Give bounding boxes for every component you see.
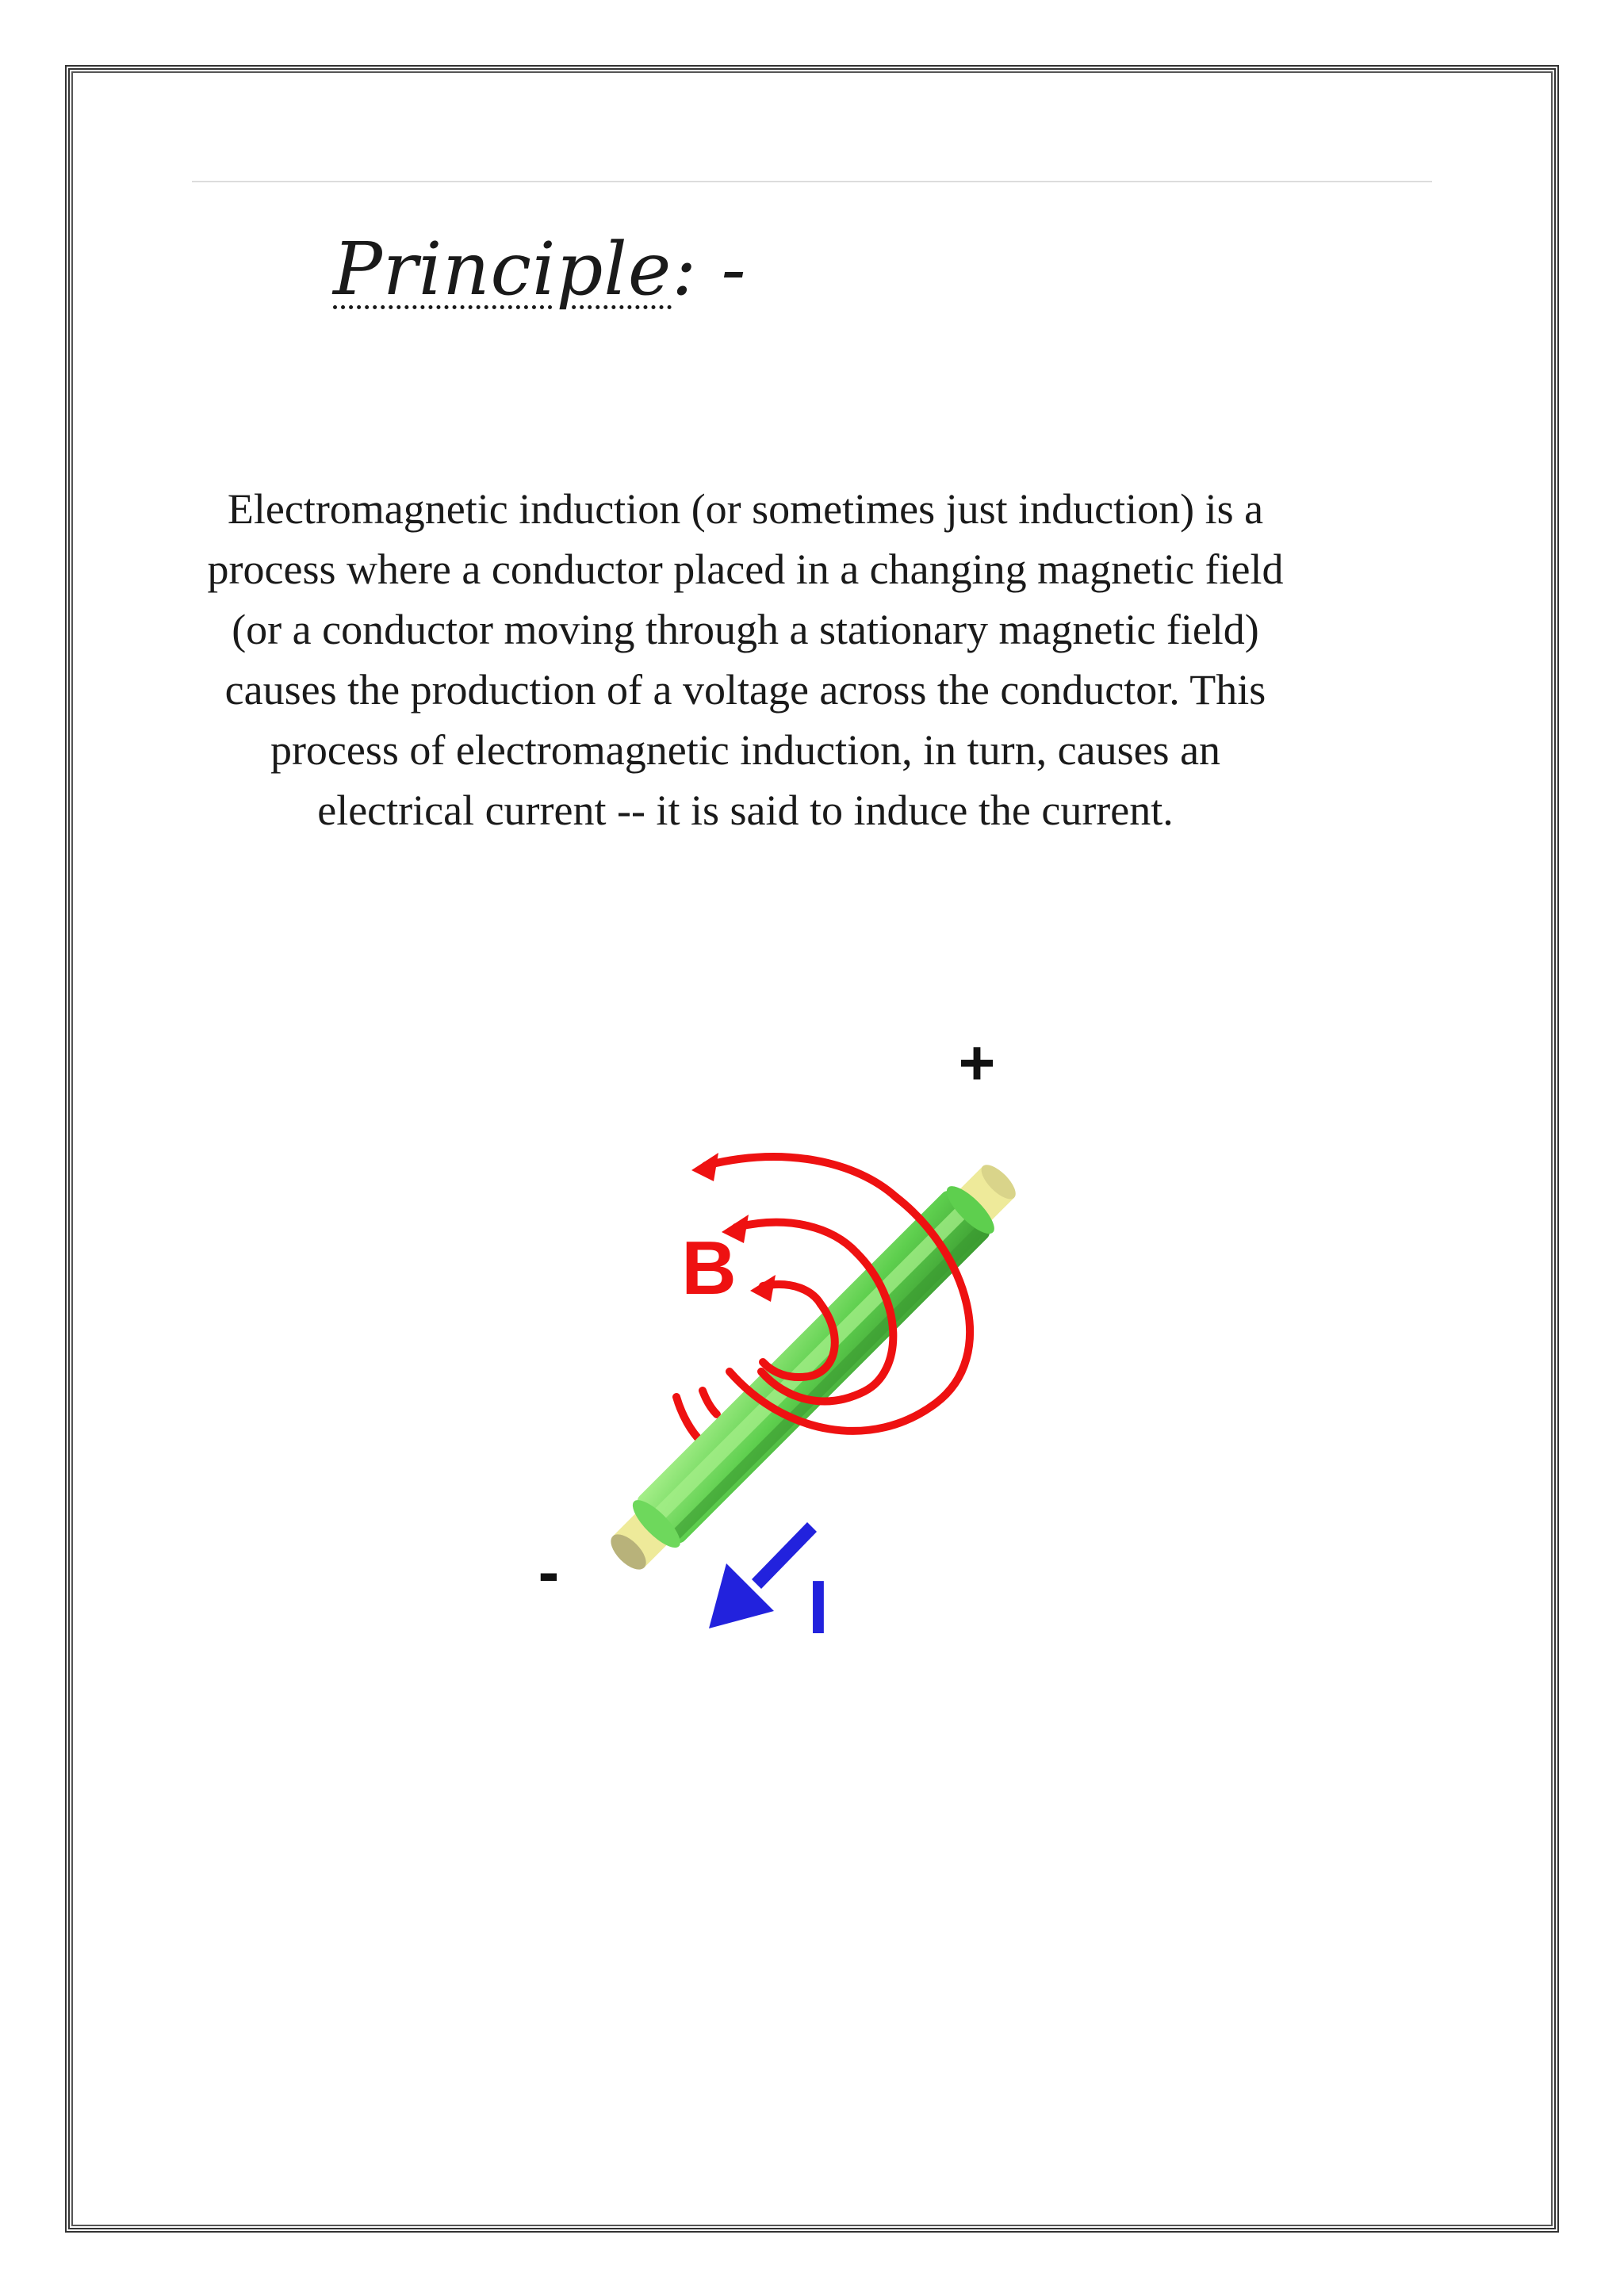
- header-rule: [192, 181, 1432, 182]
- field-arrowhead-inner: [750, 1275, 776, 1302]
- current-label-i: I: [807, 1565, 829, 1650]
- minus-label: -: [538, 1536, 560, 1607]
- plus-label: +: [958, 1039, 996, 1098]
- body-paragraph: Electromagnetic induction (or sometimes just induction) is a process where a conductor placed in a changing magnetic field (or a conductor moving through a stationary magnetic field) causes the production of a voltage across the conductor. This process of electromagnetic induction, in turn, causes an electrical current -- it is said to induce the current.: [207, 485, 1284, 834]
- page-heading: [333, 227, 747, 312]
- heading-suffix: : -: [672, 227, 747, 312]
- field-arrowhead-outer: [691, 1153, 718, 1181]
- field-label-b: B: [681, 1226, 737, 1311]
- induction-diagram: [523, 1039, 1126, 1673]
- current-arrow: [709, 1522, 817, 1628]
- heading-word: Principle: [333, 227, 672, 312]
